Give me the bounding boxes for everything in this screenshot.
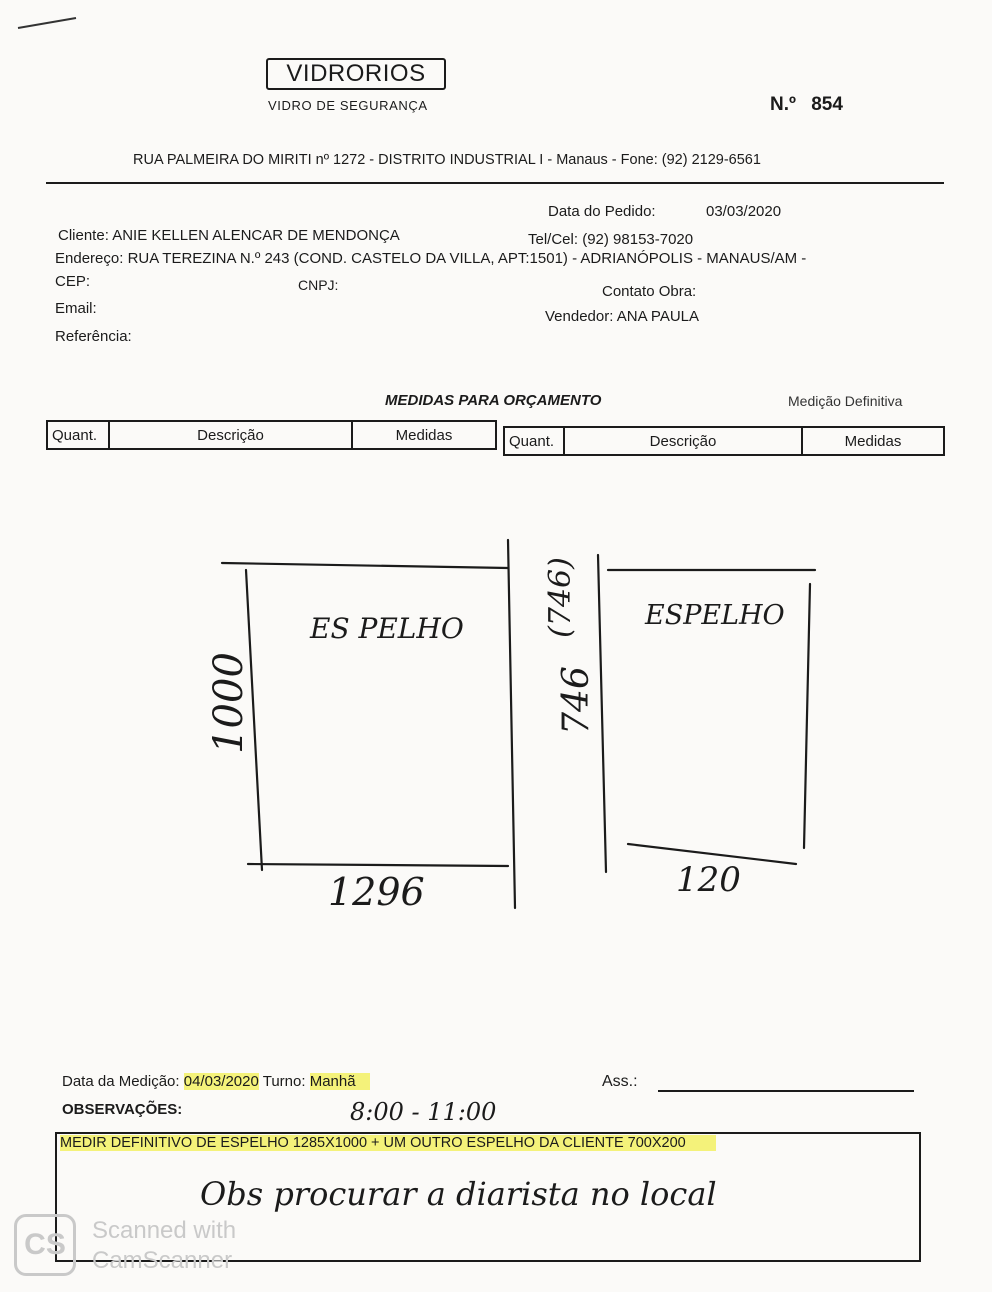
seller-label: Vendedor: (545, 308, 614, 325)
signature-line (658, 1090, 914, 1092)
measure-date: 04/03/2020 (183, 1073, 259, 1090)
order-number: 854 (811, 94, 843, 115)
cep-label: CEP: (55, 273, 91, 290)
company-address: RUA PALMEIRA DO MIRITI nº 1272 - DISTRITO INDUSTRIAL I - Manaus - Fone: (92) 2129-6561 (133, 152, 761, 168)
client-label: Cliente: (58, 227, 109, 244)
left-mirror-bottom-edge (248, 864, 508, 866)
handwritten-note: Obs procurar a diarista no local (200, 1175, 717, 1213)
left-mirror-width: 1296 (328, 870, 425, 914)
address-value: RUA TEREZINA N.º 243 (COND. CASTELO DA VILLA, APT:1501) - ADRIANÓPOLIS - MANAUS/AM - (127, 250, 807, 267)
col-quant: Quant. (504, 427, 564, 455)
client-name: ANIE KELLEN ALENCAR DE MENDONÇA (112, 227, 400, 244)
left-mirror-label: ES PELHO (310, 612, 464, 645)
col-description: Descrição (564, 427, 802, 455)
col-quant: Quant. (47, 421, 109, 449)
camscanner-text: Scanned with CamScanner (92, 1217, 237, 1274)
col-measures: Medidas (802, 427, 944, 455)
measures-title: MEDIDAS PARA ORÇAMENTO (385, 392, 602, 409)
phone-label: Tel/Cel: (528, 231, 579, 248)
col-description: Descrição (109, 421, 352, 449)
cnpj-label: CNPJ: (298, 277, 339, 293)
right-mirror-height: 746 (555, 666, 597, 735)
company-tagline: VIDRO DE SEGURANÇA (268, 98, 428, 113)
company-logo: VIDRORIOS (266, 58, 446, 90)
measure-row (62, 1073, 370, 1090)
order-date: 03/03/2020 (706, 203, 782, 220)
col-measures: Medidas (352, 421, 496, 449)
seller-value: ANA PAULA (616, 308, 700, 325)
left-mirror-height: 1000 (205, 652, 252, 754)
right-mirror-left-edge (598, 555, 606, 872)
reference-label: Referência: (55, 328, 132, 345)
observations-label: OBSERVAÇÕES: (62, 1101, 183, 1118)
shift-label: Turno: (262, 1073, 306, 1090)
measure-date-label: Data da Medição: (62, 1073, 180, 1090)
email-label: Email: (55, 300, 97, 317)
measurement-type: Medição Definitiva (788, 393, 903, 409)
phone-value: (92) 98153-7020 (582, 231, 694, 248)
address-label: Endereço: (55, 250, 124, 267)
camscanner-logo: CS (14, 1214, 76, 1276)
right-mirror-width: 120 (676, 860, 741, 900)
left-mirror-right-edge (508, 540, 515, 908)
order-date-label: Data do Pedido: (548, 203, 656, 220)
camscanner-watermark (14, 1214, 274, 1278)
observation-text: MEDIR DEFINITIVO DE ESPELHO 1285X1000 + UM OUTRO ESPELHO DA CLIENTE 700X200 (60, 1135, 716, 1151)
time-window: 8:00 - 11:00 (350, 1098, 497, 1126)
signature-label: Ass.: (602, 1073, 638, 1090)
order-number-label: N.º (770, 94, 796, 115)
right-mirror-height-alt: (746) (542, 557, 578, 638)
left-mirror-top-edge (222, 563, 508, 568)
right-mirror-label: ESPELHO (645, 600, 785, 631)
contact-label: Contato Obra: (602, 283, 697, 300)
shift-value: Manhã (310, 1073, 370, 1090)
right-mirror-right-edge (804, 584, 810, 848)
